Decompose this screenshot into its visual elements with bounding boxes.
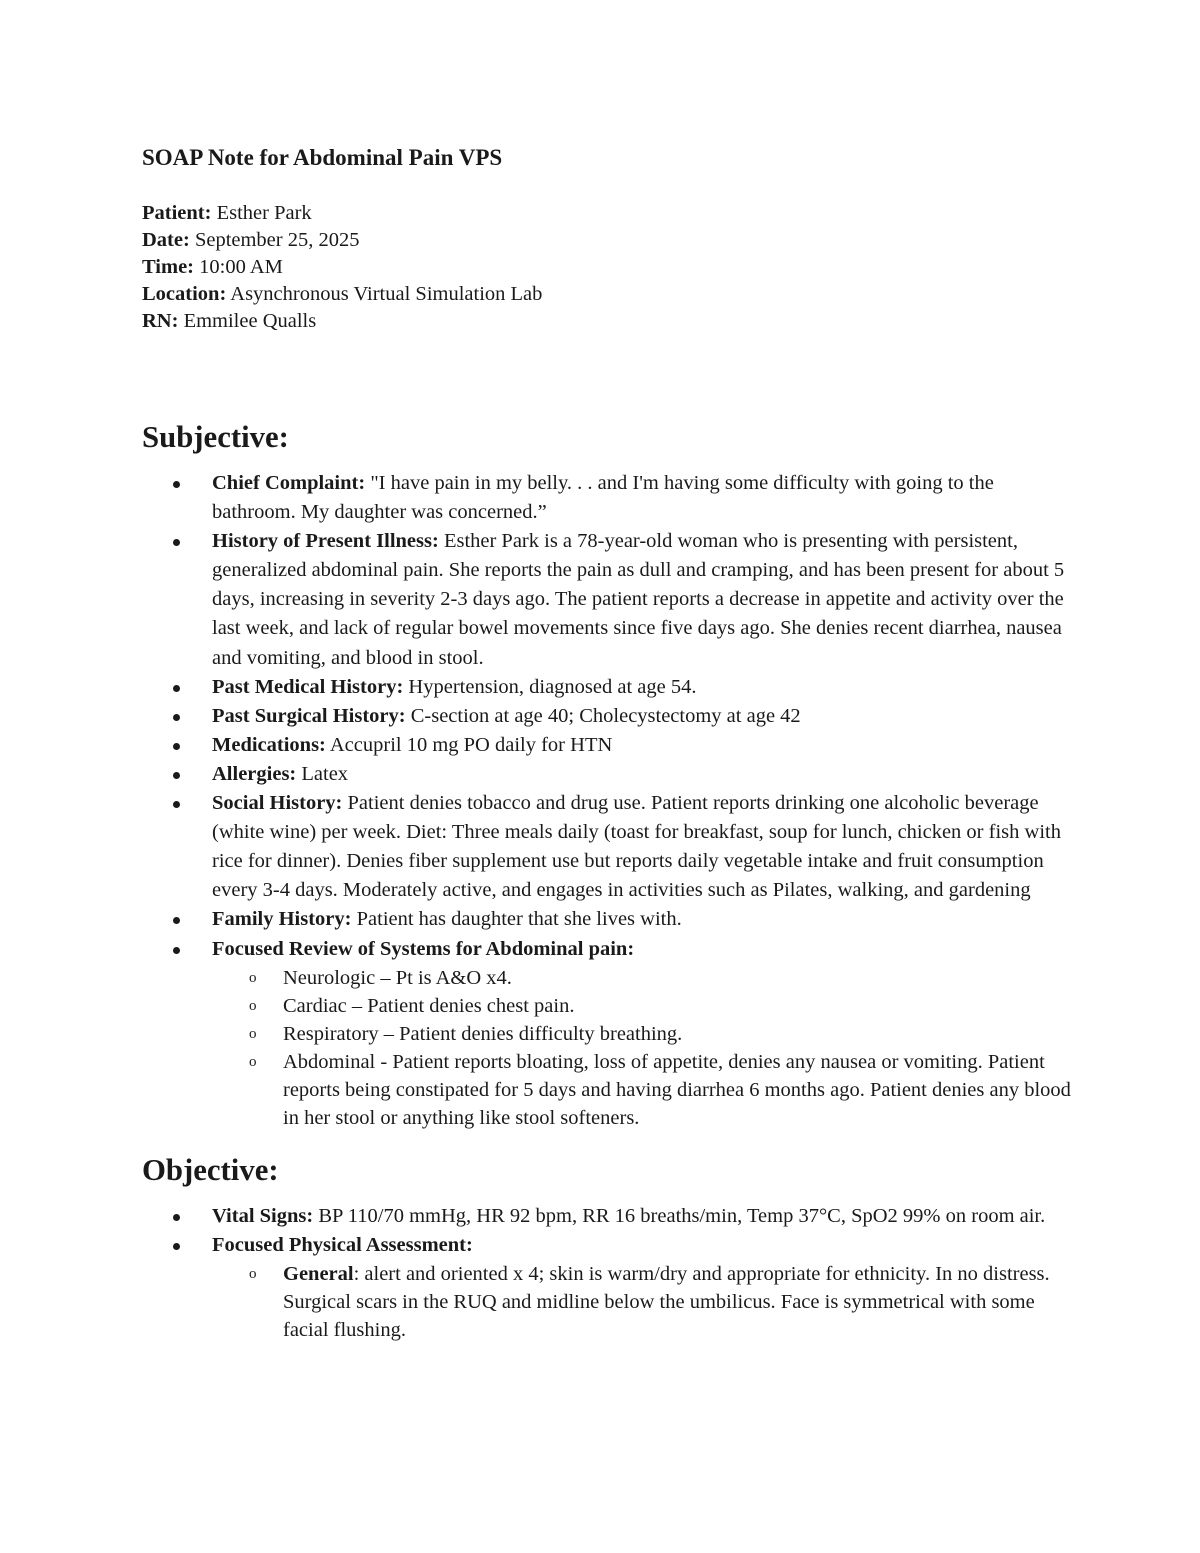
subjective-heading: Subjective: — [142, 420, 289, 454]
item-label: Medications: — [212, 733, 326, 756]
subjective-list — [142, 469, 1072, 1132]
patient-label: Patient: — [142, 202, 212, 224]
item-label: Allergies: — [212, 762, 297, 785]
list-item — [142, 702, 1072, 731]
time-value: 10:00 AM — [194, 256, 283, 278]
list-item — [142, 1231, 1072, 1344]
list-item — [142, 673, 1072, 702]
date-row — [142, 227, 1072, 254]
bullet-icon — [173, 714, 180, 721]
rn-label: RN: — [142, 310, 179, 332]
item-text: Accupril 10 mg PO daily for HTN — [325, 733, 613, 756]
ros-item — [212, 1020, 1072, 1048]
bullet-icon — [173, 1243, 180, 1250]
time-row — [142, 254, 1072, 281]
list-item — [142, 469, 1072, 527]
ros-list — [212, 964, 1072, 1132]
document-title: SOAP Note for Abdominal Pain VPS — [142, 145, 503, 170]
sub-bullet-icon: o — [249, 969, 257, 986]
item-text: "I have pain in my belly. . . and I'm having some difficulty with going to the bathroom. My daughter was concerned.” — [212, 472, 994, 524]
assessment-label: General — [283, 1262, 354, 1285]
patient-row — [142, 200, 1072, 227]
bullet-icon — [173, 1214, 180, 1221]
item-label: Past Medical History: — [212, 675, 404, 698]
ros-text: Abdominal - Patient reports bloating, loss of appetite, denies any nausea or vomiting. Patient reports being constipated for 5 days and having diarrhea 6 months ago. Patient denies any blood in her stool or anything like stool softeners. — [283, 1050, 1071, 1129]
bullet-icon — [173, 801, 180, 808]
list-item — [142, 905, 1072, 934]
rn-row — [142, 308, 1072, 335]
bullet-icon — [173, 947, 180, 954]
item-text: BP 110/70 mmHg, HR 92 bpm, RR 16 breaths/min, Temp 37°C, SpO2 99% on room air. — [313, 1204, 1046, 1227]
ros-item — [212, 1048, 1072, 1132]
list-item — [142, 731, 1072, 760]
document-page — [142, 140, 1072, 1344]
item-text: Hypertension, diagnosed at age 54. — [403, 675, 697, 698]
sub-bullet-icon: o — [249, 1025, 257, 1042]
bullet-icon — [173, 539, 180, 546]
list-item — [142, 1202, 1072, 1231]
objective-heading: Objective: — [142, 1152, 279, 1187]
bullet-icon — [173, 743, 180, 750]
ros-text: Respiratory – Patient denies difficulty breathing. — [283, 1022, 683, 1045]
list-item — [142, 527, 1072, 672]
item-label: Family History: — [212, 908, 352, 931]
item-text: Patient denies tobacco and drug use. Patient reports drinking one alcoholic beverage (white wine) per week. Diet: Three meals daily (toast for breakfast, soup for lunch, chicken or fish with rice for dinner). Denies fiber supplement use but reports daily vegetable intake and fruit consumption every 3-4 days. Moderately active, and engages in activities such as Pilates, walking, and gardening — [212, 792, 1061, 902]
bullet-icon — [173, 772, 180, 779]
list-item — [142, 935, 1072, 1132]
assessment-list — [212, 1260, 1072, 1344]
ros-text: Cardiac – Patient denies chest pain. — [283, 994, 575, 1017]
assessment-text: : alert and oriented x 4; skin is warm/dry and appropriate for ethnicity. In no distress. Surgical scars in the RUQ and midline below the umbilicus. Face is symmetrical with some facial flushing. — [283, 1262, 1050, 1341]
bullet-icon — [173, 685, 180, 692]
patient-info — [142, 200, 1072, 335]
item-label: Focused Physical Assessment: — [212, 1233, 473, 1256]
bullet-icon — [173, 481, 180, 488]
item-text: C-section at age 40; Cholecystectomy at age 42 — [405, 704, 801, 727]
sub-bullet-icon: o — [249, 997, 257, 1014]
date-label: Date: — [142, 229, 190, 251]
item-label: Vital Signs: — [212, 1204, 314, 1227]
item-label: Past Surgical History: — [212, 704, 406, 727]
ros-item — [212, 964, 1072, 992]
ros-text: Neurologic – Pt is A&O x4. — [283, 966, 512, 989]
location-row — [142, 281, 1072, 308]
rn-value: Emmilee Qualls — [178, 310, 317, 332]
ros-item — [212, 992, 1072, 1020]
bullet-icon — [173, 917, 180, 924]
patient-value: Esther Park — [211, 202, 312, 224]
assessment-item — [212, 1260, 1072, 1344]
date-value: September 25, 2025 — [189, 229, 360, 251]
location-label: Location: — [142, 283, 227, 305]
location-value: Asynchronous Virtual Simulation Lab — [226, 283, 543, 305]
item-text: Esther Park is a 78-year-old woman who is presenting with persistent, generalized abdominal pain. She reports the pain as dull and cramping, and has been present for about 5 days, increasing in severity 2-3 days ago. The patient reports a decrease in appetite and activity over the last week, and lack of regular bowel movements since five days ago. She denies recent diarrhea, nausea and vomiting, and blood in stool. — [212, 530, 1065, 669]
list-item — [142, 760, 1072, 789]
sub-bullet-icon: o — [249, 1053, 257, 1070]
item-label: History of Present Illness: — [212, 530, 439, 553]
time-label: Time: — [142, 256, 195, 278]
item-label: Chief Complaint: — [212, 472, 366, 494]
item-label: Focused Review of Systems for Abdominal pain: — [212, 937, 635, 960]
list-item — [142, 789, 1072, 905]
objective-list — [142, 1202, 1072, 1344]
item-label: Social History: — [212, 792, 343, 815]
item-text: Latex — [296, 762, 349, 785]
item-text: Patient has daughter that she lives with. — [351, 908, 682, 931]
sub-bullet-icon: o — [249, 1265, 257, 1282]
